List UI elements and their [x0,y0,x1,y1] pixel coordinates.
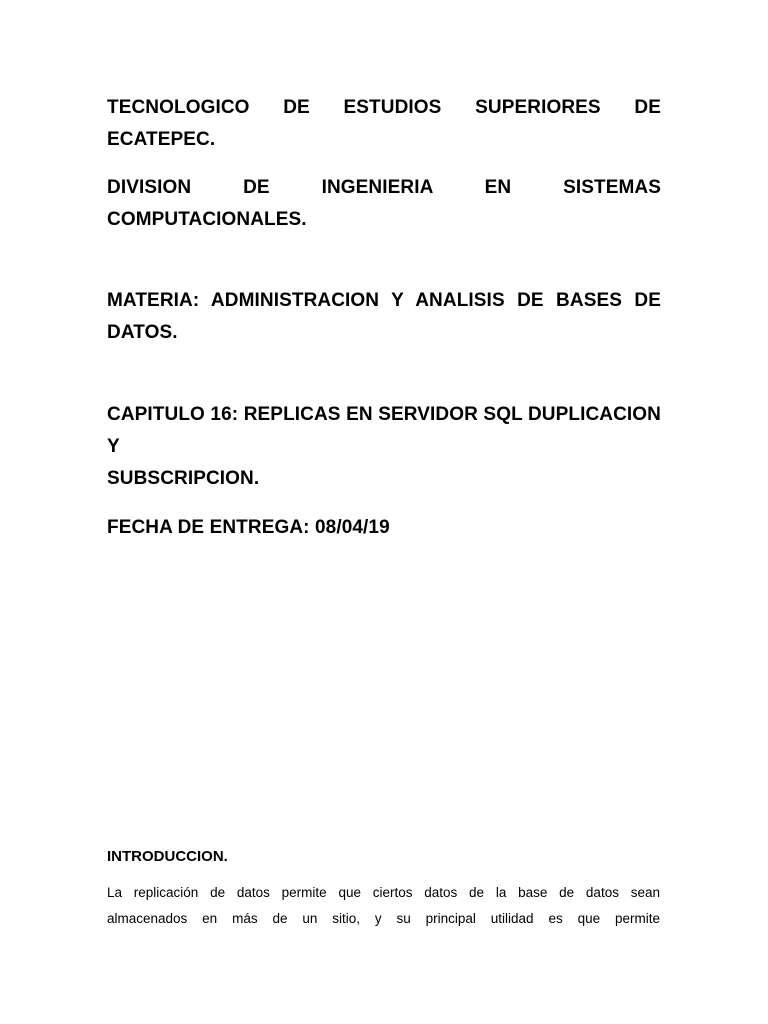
chapter-title [107,399,661,495]
introduction-paragraph [107,880,660,932]
introduction-line-2: almacenados en más de un sitio, y su principal utilidad es que permite [107,911,660,926]
subject-line-2: DATOS. [107,322,178,343]
chapter-line-1: CAPITULO 16: REPLICAS EN SERVIDOR SQL DUPLICACION Y [107,404,661,457]
subject-line-1: MATERIA: ADMINISTRACION Y ANALISIS DE BASES DE [107,290,661,311]
division-line-1: DIVISION DE INGENIERIA EN SISTEMAS [107,177,661,198]
chapter-line-2: SUBSCRIPCION. [107,468,260,489]
division-name [107,172,661,236]
institution-name: TECNOLOGICO DE ESTUDIOS SUPERIORES DE ECATEPEC. [107,97,661,150]
due-date: FECHA DE ENTREGA: 08/04/19 [107,517,390,538]
subject-name [107,285,661,349]
introduction-line-1: La replicación de datos permite que ciertos datos de la base de datos sean [107,885,660,900]
introduction-heading: INTRODUCCION. [107,848,228,865]
division-line-2: COMPUTACIONALES. [107,209,307,230]
